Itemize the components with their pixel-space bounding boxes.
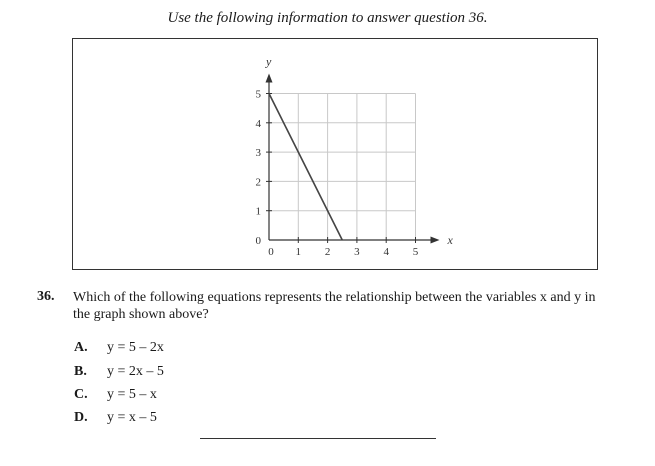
- option-letter: A.: [74, 340, 88, 355]
- question-text: Which of the following equations represents the relationship between the variables x and y in the graph shown above?: [73, 290, 596, 322]
- question-number: 36.: [37, 289, 55, 304]
- option-d[interactable]: [74, 410, 157, 426]
- option-letter: B.: [74, 364, 87, 379]
- graph-figure: [72, 38, 598, 270]
- y-tick-label: 0: [255, 235, 261, 247]
- y-tick-label: 4: [255, 117, 261, 130]
- option-c[interactable]: [74, 387, 157, 403]
- instruction-text: Use the following information to answer question 36.: [167, 10, 488, 26]
- x-tick-label: 5: [412, 246, 419, 258]
- x-tick-label: 1: [295, 246, 302, 258]
- option-equation: y = 5 – x: [107, 387, 157, 402]
- y-tick-label: 5: [255, 88, 261, 101]
- line-graph: [73, 39, 599, 271]
- y-axis-arrow: [266, 74, 273, 83]
- x-axis-label: x: [447, 233, 453, 247]
- option-equation: y = x – 5: [107, 410, 157, 425]
- x-axis-arrow: [431, 237, 440, 244]
- option-a[interactable]: [74, 340, 164, 356]
- x-tick-label: 2: [324, 246, 331, 258]
- y-axis-label: y: [266, 54, 272, 69]
- y-tick-label: 1: [255, 205, 261, 218]
- series-line: [269, 94, 342, 241]
- option-equation: y = 5 – 2x: [107, 340, 164, 355]
- option-letter: D.: [74, 410, 88, 425]
- option-letter: C.: [74, 387, 88, 402]
- x-tick-label: 3: [354, 246, 360, 258]
- x-tick-label: 4: [383, 246, 389, 258]
- y-tick-label: 3: [255, 147, 261, 160]
- x-tick-label: 0: [268, 246, 274, 258]
- option-equation: y = 2x – 5: [107, 364, 164, 379]
- y-tick-label: 2: [255, 176, 261, 189]
- option-b[interactable]: [74, 364, 164, 380]
- answer-line: [200, 438, 436, 439]
